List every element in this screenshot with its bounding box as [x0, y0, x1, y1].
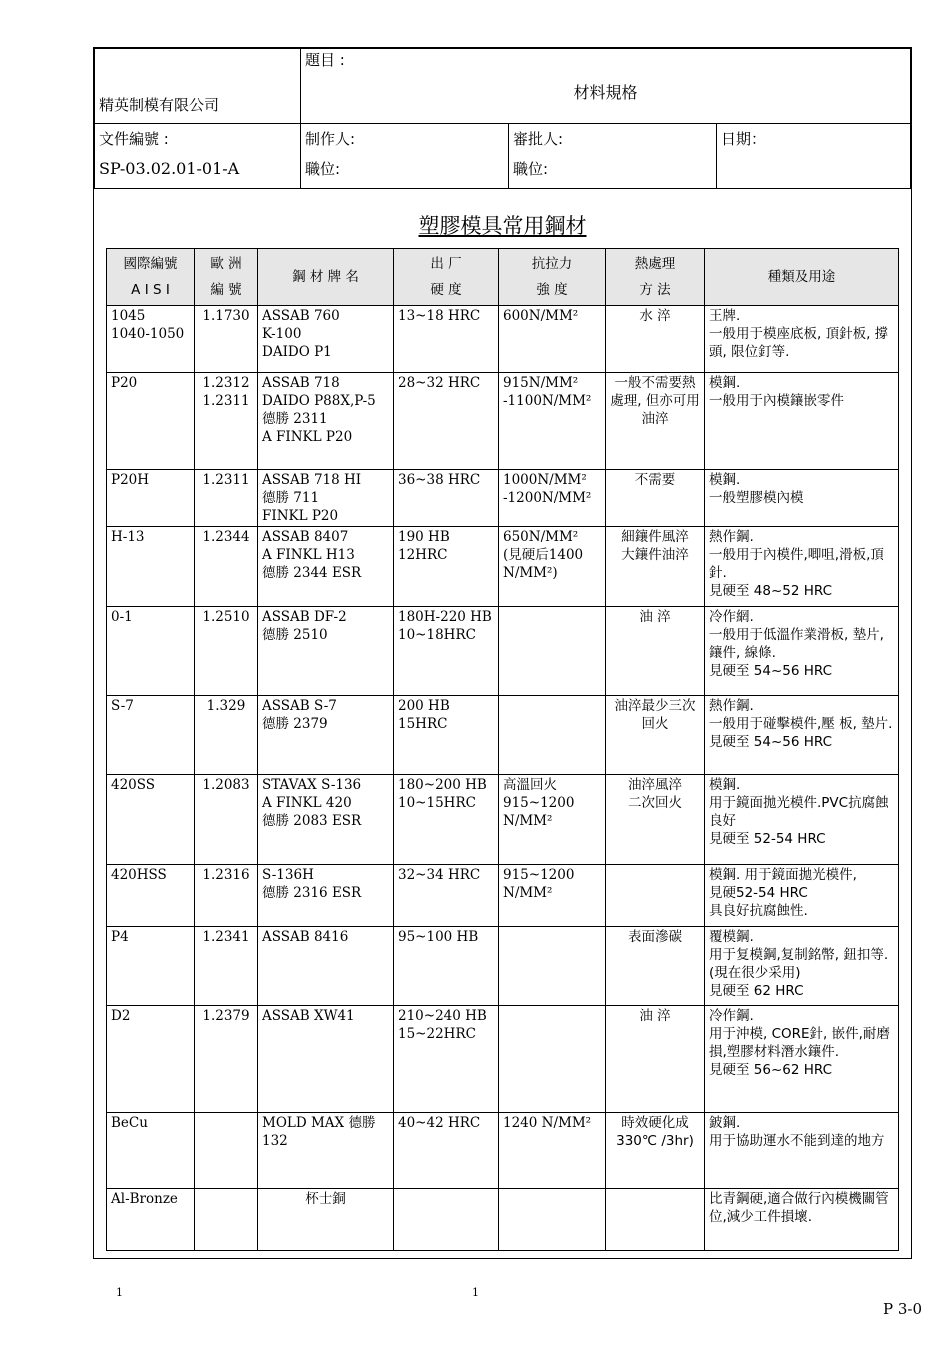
- cell-hardness: 13~18 HRC: [394, 306, 499, 373]
- cell-tensile: [499, 927, 606, 1006]
- cell-use: 冷作鋼. 用于沖模, CORE針, 嵌件,耐磨損,塑膠材料潛水鑲件. 見硬至 56~62 HRC: [705, 1006, 899, 1113]
- table-row: [107, 306, 899, 373]
- cell-hardness: 200 HB 15HRC: [394, 696, 499, 775]
- position-label-1: 職位:: [305, 160, 341, 178]
- cell-brand: ASSAB S-7 德勝 2379: [258, 696, 394, 775]
- cell-eu: 1.2344: [195, 527, 258, 607]
- col-aisi: 國際編號 A I S I: [107, 249, 195, 306]
- cell-tensile: 1240 N/MM²: [499, 1113, 606, 1189]
- table-row: [107, 927, 899, 1006]
- col-brand: 鋼 材 牌 名: [258, 249, 394, 306]
- cell-eu: 1.2379: [195, 1006, 258, 1113]
- cell-hardness: 36~38 HRC: [394, 470, 499, 527]
- cell-use: 冷作網. 一般用于低溫作業滑板, 墊片, 鑲件, 線條. 見硬至 54~56 HRC: [705, 607, 899, 696]
- cell-eu: 1.2083: [195, 775, 258, 865]
- col-heat: 熱處理 方 法: [606, 249, 705, 306]
- cell-tensile: [499, 1189, 606, 1251]
- cell-hardness: 28~32 HRC: [394, 373, 499, 470]
- cell-tensile: 高溫回火 915~1200 N/MM²: [499, 775, 606, 865]
- subject-label: 題目 :: [305, 51, 345, 69]
- cell-eu: 1.2312 1.2311: [195, 373, 258, 470]
- cell-heat: [606, 1189, 705, 1251]
- cell-eu: 1.1730: [195, 306, 258, 373]
- date-label: 日期：: [721, 130, 767, 148]
- cell-heat: 時效硬化成330℃ /3hr): [606, 1113, 705, 1189]
- cell-aisi: 1045 1040-1050: [107, 306, 195, 373]
- cell-brand: ASSAB 718 HI 德勝 711 FINKL P20: [258, 470, 394, 527]
- table-row: [107, 1113, 899, 1189]
- cell-brand: STAVAX S-136 A FINKL 420 德勝 2083 ESR: [258, 775, 394, 865]
- cell-heat: 細鑲件風淬 大鑲件油淬: [606, 527, 705, 607]
- steel-table: [106, 248, 899, 1251]
- col-tensile: 抗拉力 強 度: [499, 249, 606, 306]
- page-number: P 3-0: [882, 1300, 922, 1318]
- col-hardness: 出 厂 硬 度: [394, 249, 499, 306]
- cell-hardness: 32~34 HRC: [394, 865, 499, 927]
- cell-tensile: 650N/MM² (見硬后1400 N/MM²): [499, 527, 606, 607]
- table-row: [107, 1189, 899, 1251]
- position-label-2: 職位:: [513, 160, 549, 178]
- cell-tensile: 915N/MM² -1100N/MM²: [499, 373, 606, 470]
- approved-by-label: 審批人:: [513, 130, 564, 148]
- table-row: [107, 865, 899, 927]
- document-title: 塑膠模具常用鋼材: [418, 214, 587, 238]
- cell-aisi: Al-Bronze: [107, 1189, 195, 1251]
- made-by-cell: [301, 124, 509, 189]
- cell-brand: ASSAB 8407 A FINKL H13 德勝 2344 ESR: [258, 527, 394, 607]
- cell-aisi: 420HSS: [107, 865, 195, 927]
- cell-tensile: 600N/MM²: [499, 306, 606, 373]
- cell-tensile: [499, 1006, 606, 1113]
- cell-heat: 一般不需要熱處理, 但亦可用油淬: [606, 373, 705, 470]
- table-row: [107, 607, 899, 696]
- made-by-label: 制作人:: [305, 130, 356, 148]
- cell-brand: 杯士銅: [258, 1189, 394, 1251]
- cell-use: 模鋼. 一般塑膠模內模: [705, 470, 899, 527]
- table-row: [107, 527, 899, 607]
- cell-hardness: 210~240 HB 15~22HRC: [394, 1006, 499, 1113]
- cell-use: 模鋼. 用于鏡面拋光模件, 見硬52-54 HRC 具良好抗腐蝕性.: [705, 865, 899, 927]
- footer-left: 1: [116, 1286, 123, 1299]
- doc-no: SP-03.02.01-01-A: [99, 159, 240, 178]
- cell-eu: [195, 1189, 258, 1251]
- approved-by-cell: [509, 124, 717, 189]
- doc-no-cell: [95, 124, 301, 189]
- cell-heat: 油淬風淬 二次回火: [606, 775, 705, 865]
- cell-brand: ASSAB 760 K-100 DAIDO P1: [258, 306, 394, 373]
- header-table: [94, 48, 911, 189]
- col-use: 種類及用途: [705, 249, 899, 306]
- cell-heat: 油 淬: [606, 607, 705, 696]
- cell-eu: 1.2316: [195, 865, 258, 927]
- cell-aisi: P4: [107, 927, 195, 1006]
- cell-use: 王牌. 一般用于模座底板, 頂針板, 撐頭, 限位釘等.: [705, 306, 899, 373]
- cell-tensile: 1000N/MM² -1200N/MM²: [499, 470, 606, 527]
- cell-aisi: P20: [107, 373, 195, 470]
- cell-use: 覆模鋼. 用于复模鋼,复制銘幣, 鈕扣等.(現在很少采用) 見硬至 62 HRC: [705, 927, 899, 1006]
- cell-tensile: [499, 607, 606, 696]
- cell-use: 比青鋼硬,適合做行內模機關管位,減少工件損壞.: [705, 1189, 899, 1251]
- cell-heat: 油淬最少三次回火: [606, 696, 705, 775]
- cell-heat: 油 淬: [606, 1006, 705, 1113]
- cell-brand: ASSAB 718 DAIDO P88X,P-5 德勝 2311 A FINKL P20: [258, 373, 394, 470]
- company-name: 精英制模有限公司: [95, 49, 301, 124]
- cell-tensile: [499, 696, 606, 775]
- cell-tensile: 915~1200 N/MM²: [499, 865, 606, 927]
- table-row: [107, 696, 899, 775]
- cell-eu: [195, 1113, 258, 1189]
- cell-aisi: D2: [107, 1006, 195, 1113]
- cell-heat: 不需要: [606, 470, 705, 527]
- cell-hardness: 95~100 HB: [394, 927, 499, 1006]
- footer-center: 1: [472, 1286, 479, 1299]
- cell-use: 鈹鋼. 用于協助運水不能到達的地方: [705, 1113, 899, 1189]
- cell-hardness: 40~42 HRC: [394, 1113, 499, 1189]
- table-row: [107, 1006, 899, 1113]
- cell-aisi: BeCu: [107, 1113, 195, 1189]
- cell-aisi: S-7: [107, 696, 195, 775]
- cell-aisi: P20H: [107, 470, 195, 527]
- cell-hardness: 180H-220 HB 10~18HRC: [394, 607, 499, 696]
- cell-brand: S-136H 德勝 2316 ESR: [258, 865, 394, 927]
- cell-hardness: 190 HB 12HRC: [394, 527, 499, 607]
- cell-eu: 1.2311: [195, 470, 258, 527]
- cell-brand: MOLD MAX 德勝 132: [258, 1113, 394, 1189]
- table-row: [107, 470, 899, 527]
- cell-use: 熱作鋼. 一般用于碰擊模件,壓 板, 墊片. 見硬至 54~56 HRC: [705, 696, 899, 775]
- cell-aisi: 420SS: [107, 775, 195, 865]
- date-cell: [717, 124, 911, 189]
- table-row: [107, 373, 899, 470]
- cell-brand: ASSAB 8416: [258, 927, 394, 1006]
- document-frame: [93, 47, 912, 1259]
- cell-use: 模鋼. 用于鏡面拋光模件.PVC抗腐蝕良好 見硬至 52-54 HRC: [705, 775, 899, 865]
- cell-eu: 1.2510: [195, 607, 258, 696]
- cell-aisi: 0-1: [107, 607, 195, 696]
- table-row: [107, 775, 899, 865]
- cell-eu: 1.329: [195, 696, 258, 775]
- table-header-row: [107, 249, 899, 306]
- subject-cell: [301, 49, 911, 124]
- cell-use: 模鋼. 一般用于內模鑲嵌零件: [705, 373, 899, 470]
- doc-no-label: 文件編號 :: [99, 130, 169, 148]
- cell-use: 熱作鋼. 一般用于內模件,唧咀,滑板,頂針. 見硬至 48~52 HRC: [705, 527, 899, 607]
- cell-heat: 水 淬: [606, 306, 705, 373]
- cell-brand: ASSAB DF-2 德勝 2510: [258, 607, 394, 696]
- cell-eu: 1.2341: [195, 927, 258, 1006]
- col-eu: 歐 洲 編 號: [195, 249, 258, 306]
- cell-brand: ASSAB XW41: [258, 1006, 394, 1113]
- cell-heat: [606, 865, 705, 927]
- cell-heat: 表面滲碳: [606, 927, 705, 1006]
- cell-hardness: 180~200 HB 10~15HRC: [394, 775, 499, 865]
- cell-hardness: [394, 1189, 499, 1251]
- cell-aisi: H-13: [107, 527, 195, 607]
- subject-value: 材料規格: [573, 83, 638, 102]
